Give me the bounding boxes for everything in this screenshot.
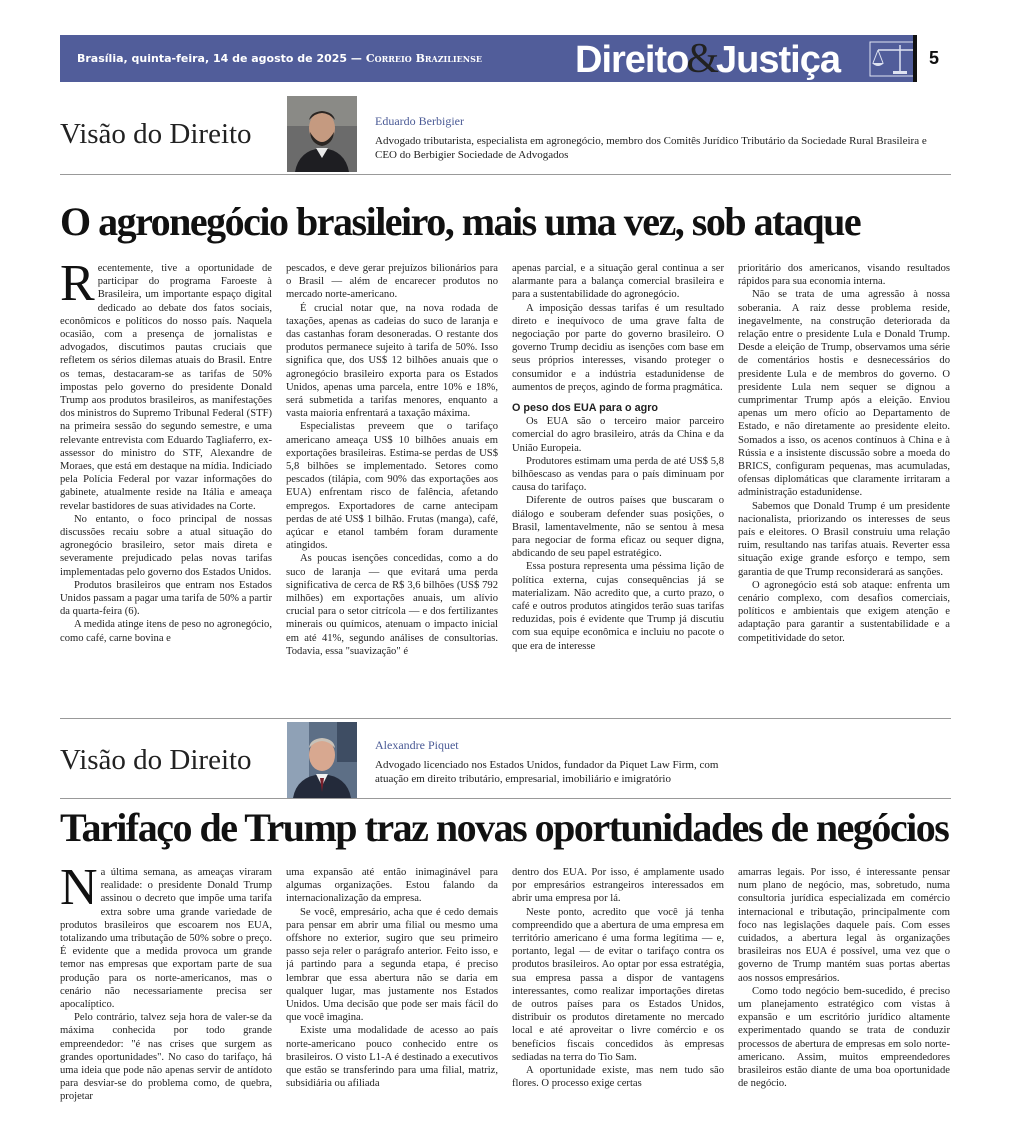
paragraph: Existe uma modalidade de acesso ao país norte-americano pouco conhecido entre os brasileiros. O visto L1-A é destinado a executivos que estão se transferindo para uma filial, matriz, subsidiária ou afiliada bbox=[286, 1025, 498, 1090]
section-title-amp: & bbox=[686, 36, 719, 82]
date-text: Brasília, quinta-feira, 14 de agosto de 2025 — bbox=[77, 52, 362, 65]
article1-column-2 bbox=[286, 262, 498, 702]
paragraph: ecentemente, tive a oportunidade de participar do programa Faroeste à Brasileira, um importante espaço digital dedicado ao debate dos fatos sociais, econômicos e políticos do nosso país. Naquela ocasião, com a presença de jornalistas e advogados, discutimos pautas cruciais que refletem os sérios dilemas atuais do Brasil. Entre os temas, destacaram-se as tarifas de 50% impostas pelo governo do presidente Donald Trump aos produtos brasileiros, as manifestações dos ministros do Supremo Tribunal Federal (STF) na primeira sessão do segundo semestre, e uma relevante entrevista com Eduardo Tagliaferro, ex-assessor do ministro do STF, Alexandre de Moraes, que está em destaque na mídia. Indiciado pela Polícia Federal por vazar informações do gabinete, atualmente reside na Itália e ameaça revelar bastidores de suas atividades na Corte. bbox=[60, 263, 272, 512]
paragraph: pescados, e deve gerar prejuízos bilionários para o Brasil — além de encarecer produtos no mercado norte-americano. bbox=[286, 263, 498, 301]
newspaper-name: Correio Braziliense bbox=[365, 52, 482, 65]
paragraph: O agronegócio está sob ataque: enfrenta um cenário complexo, com desafios comerciais, políticos e ambientais que exigem atenção e adaptação para garantir a sustentabilidade e a competitividade do setor. bbox=[738, 579, 950, 644]
article1-divider bbox=[60, 174, 951, 175]
section-title-right: Justiça bbox=[716, 39, 840, 81]
subheading: O peso dos EUA para o agro bbox=[512, 402, 658, 415]
article1-column-1 bbox=[60, 262, 272, 702]
article1-author-photo bbox=[287, 96, 357, 172]
paragraph: Como todo negócio bem-sucedido, é preciso um planejamento estratégico com vistas à expansão e um escritório jurídico altamente experimentado quando se trata de conduzir processos de abertura de empresas em solo norte-americano. Assim, muitos empreendedores brasileiros estão diante de uma boa oportunidade de negócio. bbox=[738, 985, 950, 1090]
article2-headline: Tarifaço de Trump traz novas oportunidades de negócios bbox=[60, 805, 949, 850]
paragraph: Pelo contrário, talvez seja hora de valer-se da máxima conhecida por todo grande empreendedor: "é nas crises que surgem as grandes oportunidades". No caso do tarifaço, há uma ideia que pode não apenas servir de antídoto para desviar-se do problema como, de quebra, projetar bbox=[60, 1012, 272, 1103]
article2-drop-cap: N bbox=[60, 866, 98, 916]
paragraph: A imposição dessas tarifas é um resultado direto e inequívoco de uma grave falta de negociação por parte do governo brasileiro. O governo Trump decidiu as isenções com base em seus próprios interesses, visando proteger o consumidor e a indústria estadunidense de aumentos de preços, agindo de forma pragmática. bbox=[512, 302, 724, 393]
article1-author-name: Eduardo Berbigier bbox=[375, 114, 464, 128]
article2-column-4 bbox=[738, 866, 950, 1122]
paragraph: amarras legais. Por isso, é interessante pensar num plano de negócio, mas, sobretudo, numa consultoria jurídica especializada em comércio internacional e tributação, principalmente com foco nas legislações daquele país. Com esses cuidados, a abertura legal às organizações brasileiras nos EUA é possível, uma vez que o governo de Trump mantém suas portas abertas aos nossos empresários. bbox=[738, 867, 950, 984]
article2-kicker: Visão do Direito bbox=[60, 744, 252, 776]
article2-author-bio: Advogado licenciado nos Estados Unidos, fundador da Piquet Law Firm, com atuação em direito tributário, empresarial, imobiliário e imigratório bbox=[375, 759, 719, 785]
paragraph: Se você, empresário, acha que é cedo demais para pensar em abrir uma filial ou mesmo uma offshore no exterior, sugiro que seu primeiro passo seja reler o parágrafo anterior. Feito isso, e já partindo para a segunda etapa, é preciso lembrar que essa abertura não se daria em qualquer lugar, mas justamente nos Estados Unidos. Uma decisão que pode ser mais fácil do que você imagina. bbox=[286, 906, 498, 1024]
article2-divider bbox=[60, 798, 951, 799]
paragraph: É crucial notar que, na nova rodada de taxações, apenas as cadeias do suco de laranja e das castanhas foram desoneradas. O restante dos produtos permanece sujeito à tarifa de 50%. Isso significa que, dos US$ 12 bilhões anuais que o agronegócio brasileiro exporta para os Estados Unidos, apenas uma parcela, entre 10% e 18%, será submetida a tarifas menores, enquanto a vasta maioria enfrentará a taxação máxima. bbox=[286, 302, 498, 420]
paragraph: A medida atinge itens de peso no agronegócio, como café, carne bovina e bbox=[60, 619, 272, 644]
page-number: 5 bbox=[913, 35, 951, 82]
section-title bbox=[575, 37, 840, 82]
paragraph: Não se trata de uma agressão à nossa soberania. A raiz desse problema reside, inegavelmente, na construção deteriorada da relação entre o presidente Lula e Donald Trump. Desde a eleição de Trump, observamos uma série de comentários hostis e desnecessários do presidente Lula e de membros do governo. O presidente Lula nem sequer se dignou a cumprimentar Trump após a eleição. Enviou apenas um mero ofício ao Departamento de Estado, e não diretamente ao presidente eleito. Somados a isso, os acenos contínuos à China e à Rússia e a insistente discussão sobre a moeda do BRICS, configuram pequenas, mas acumuladas, ofensas diplomáticas que claramente irritaram a administração estadunidense. bbox=[738, 289, 950, 499]
paragraph: Essa postura representa uma péssima lição de política externa, cujas consequências já se materializam. Não acredito que, a curto prazo, o café e outros produtos atingidos terão suas tarifas reduzidas, pois é evidente que Trump já discutiu com sua equipe econômica e incluiu no pacote o que era de interesse bbox=[512, 561, 724, 652]
article2-author-name: Alexandre Piquet bbox=[375, 738, 459, 752]
section-banner bbox=[60, 35, 951, 82]
paragraph: A oportunidade existe, mas nem tudo são flores. O processo exige certas bbox=[512, 1065, 724, 1090]
paragraph: apenas parcial, e a situação geral continua a ser alarmante para a balança comercial brasileira e para a sustentabilidade do agronegócio. bbox=[512, 263, 724, 301]
paragraph: Diferente de outros países que buscaram o diálogo e souberam defender suas posições, o Brasil, lamentavelmente, não se sentou à mesa para negociar de forma eficaz ou sequer digna, abdicando de seu papel estratégico. bbox=[512, 495, 724, 560]
article1-column-4 bbox=[738, 262, 950, 702]
article1-kicker: Visão do Direito bbox=[60, 118, 252, 150]
dateline bbox=[77, 52, 482, 65]
article2-column-2 bbox=[286, 866, 498, 1122]
paragraph: Neste ponto, acredito que você já tenha compreendido que a abertura de uma empresa em território americano é uma forma legítima — e, portanto, legal — de evitar o tarifaço contra os produtos brasileiros. Ao optar por essa estratégia, sua empresa passa a dispor de vantagens interessantes, como realizar importações diretas de outros países para os Estados Unidos, distribuir os produtos diretamente no mercado local e até aproveitar o livre comércio e os benefícios fiscais concedidos às empresas sediadas na terra do Tio Sam. bbox=[512, 906, 724, 1063]
paragraph: Especialistas preveem que o tarifaço americano ameaça US$ 10 bilhões anuais em exportações brasileiras. Estima-se perdas de US$ 5,8 bilhões se implementado. Setores como pescados (tilápia, com 90% das exportações aos EUA) enfrentam risco de falência, afetando empregos. Exportadores de carne antecipam perdas de até US$ 1 bilhão. Frutas (manga), café, açúcar e etanol também foram duramente atingidos. bbox=[286, 421, 498, 552]
article2-top-divider bbox=[60, 718, 951, 719]
article1-author-bio: Advogado tributarista, especialista em agronegócio, membro dos Comitês Jurídico Tributário da Sociedade Rural Brasileira e CEO do Berbigier Sociedade de Advogados bbox=[375, 135, 927, 161]
article2-author-photo bbox=[287, 722, 357, 798]
paragraph: Produtores estimam uma perda de até US$ 5,8 bilhõescaso as vendas para o país diminuam por causa do tarifaço. bbox=[512, 455, 724, 494]
paragraph: uma expansão até então inimaginável para algumas organizações. Estou falando da internacionalização da empresa. bbox=[286, 867, 498, 905]
paragraph: a última semana, as ameaças viraram realidade: o presidente Donald Trump assinou o decreto que impõe uma tarifa extra sobre uma grande variedade de produtos brasileiros que escoarem nos EUA, totalizando uma tributação de 50% sobre o preço. É evidente que a medida provoca um grande temor nas empresas que exportam parte de sua produção para os norte-americanos, mas o cenário não necessariamente precisa ser apocalíptico. bbox=[60, 867, 272, 1011]
article1-column-3 bbox=[512, 262, 724, 702]
article2-column-1 bbox=[60, 866, 272, 1122]
paragraph: Produtos brasileiros que entram nos Estados Unidos passam a pagar uma tarifa de 50% a partir da quarta-feira (6). bbox=[60, 579, 272, 618]
paragraph: dentro dos EUA. Por isso, é amplamente usado por empresários estrangeiros interessados em abrir uma empresa por lá. bbox=[512, 867, 724, 905]
paragraph: No entanto, o foco principal de nossas discussões recaiu sobre a atual situação do agronegócio brasileiro, setor mais direta e severamente prejudicado pelas novas tarifas implementadas pelo governo dos Estados Unidos. bbox=[60, 513, 272, 578]
paragraph: prioritário dos americanos, visando resultados rápidos para sua economia interna. bbox=[738, 263, 950, 288]
paragraph: As poucas isenções concedidas, como a do suco de laranja — que evitará uma perda significativa de cerca de R$ 3,6 bilhões (US$ 792 milhões) em exportações anuais, um alívio crucial para o setor citrícola — e dos fertilizantes minerais ou químicos, atenuam o impacto inicial em até 41%, segundo análises de consultorias. Todavia, essa "suavização" é bbox=[286, 553, 498, 657]
article1-drop-cap: R bbox=[60, 262, 95, 312]
section-title-left: Direito bbox=[575, 39, 689, 81]
paragraph: Os EUA são o terceiro maior parceiro comercial do agro brasileiro, atrás da China e da União Europeia. bbox=[512, 416, 724, 454]
article2-column-3 bbox=[512, 866, 724, 1122]
paragraph: Sabemos que Donald Trump é um presidente nacionalista, priorizando os interesses de seus país e eleitores. O Brasil construiu uma relação ruim, resultando nas tarifas atuais. Reverter essa situação exige grande esforço e tempo, sem garantia de que Trump reconsiderará as sanções. bbox=[738, 500, 950, 578]
article1-headline: O agronegócio brasileiro, mais uma vez, sob ataque bbox=[60, 199, 861, 244]
